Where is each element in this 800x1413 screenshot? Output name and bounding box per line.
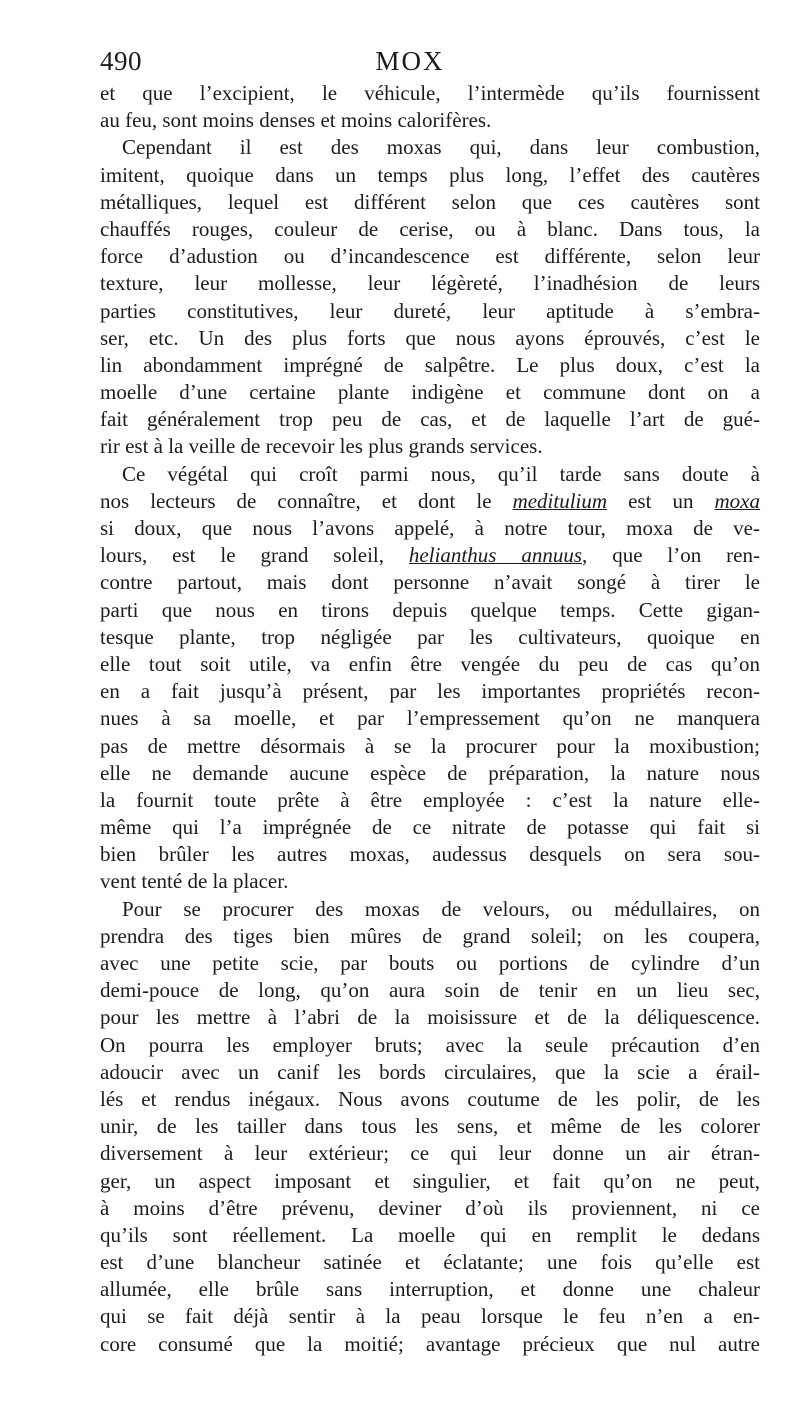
text-line: avec une petite scie, par bouts ou portions de cylindre d’un [100, 951, 760, 975]
text-line: bien brûler les autres moxas, audessus desquels on sera sou- [100, 842, 760, 867]
text-line: nues à sa moelle, et par l’empressement qu’on ne manquera [100, 706, 760, 731]
paragraph-first-line: Cependant il est des moxas qui, dans leur combustion, [122, 135, 760, 160]
text-line: au feu, sont moins denses et moins calorifères. [100, 108, 492, 133]
text-line: tesque plante, trop négligée par les cultivateurs, quoique en [100, 624, 760, 649]
text-line: vent tenté de la placer. [100, 869, 289, 894]
text-line: si doux, que nous l’avons appelé, à notre tour, moxa de ve- [100, 516, 760, 540]
paragraph-first-line: Ce végétal qui croît parmi nous, qu’il tarde sans doute à [122, 461, 760, 486]
text-line: qui se fait déjà sentir à la peau lorsque le feu n’en a en- [100, 1304, 760, 1329]
text-line: pas de mettre désormais à se la procurer pour la moxibustion; [100, 733, 760, 758]
text-line: ser, etc. Un des plus forts que nous ayons éprouvés, c’est le [100, 325, 760, 350]
paragraph-first-line: Pour se procurer des moxas de velours, ou médullaires, on [122, 896, 760, 921]
text-line: texture, leur mollesse, leur légèreté, l’inadhésion de leurs [100, 271, 760, 296]
italic-term: moxa [714, 488, 760, 513]
text-line: elle tout soit utile, va enfin être vengée du peu de cas qu’on [100, 651, 760, 676]
text-line: imitent, quoique dans un temps plus long, l’effet des cautères [100, 162, 760, 187]
text-line: force d’adustion ou d’incandescence est différente, selon leur [100, 244, 760, 269]
italic-term: meditulium [512, 488, 608, 513]
text-segment: nos lecteurs de connaître, et dont le [100, 488, 513, 513]
text-line: On pourra les employer bruts; avec la seule précaution d’en [100, 1032, 760, 1057]
text-line: en a fait jusqu’à présent, par les importantes propriétés recon- [100, 679, 760, 704]
running-title: MOX [375, 46, 445, 76]
text-line: ger, un aspect imposant et singulier, et fait qu’on ne peut, [100, 1168, 760, 1193]
text-line: rir est à la veille de recevoir les plus grands services. [100, 434, 543, 459]
text-line: pour les mettre à l’abri de la moisissure et de la déliquescence. [100, 1005, 760, 1030]
text-line: diversement à leur extérieur; ce qui leur donne un air étran- [100, 1141, 760, 1166]
text-line: allumée, elle brûle sans interruption, et donne une chaleur [100, 1277, 760, 1302]
text-line: moelle d’une certaine plante indigène et commune dont on a [100, 380, 760, 405]
text-segment: lours, est le grand soleil, [100, 543, 409, 568]
text-line [100, 542, 760, 569]
text-line: lin abondamment imprégné de salpêtre. Le plus doux, c’est la [100, 352, 760, 377]
text-line: la fournit toute prête à être employée : c’est la nature elle- [100, 787, 760, 812]
text-line: même qui l’a imprégnée de ce nitrate de potasse qui fait si [100, 815, 760, 840]
text-line: chauffés rouges, couleur de cerise, ou à blanc. Dans tous, la [100, 216, 760, 241]
text-line: prendra des tiges bien mûres de grand soleil; on les coupera, [100, 923, 760, 948]
text-line: contre partout, mais dont personne n’avait songé à tirer le [100, 570, 760, 595]
text-line: qu’ils sont réellement. La moelle qui en remplit le dedans [100, 1222, 760, 1247]
text-line: unir, de les tailler dans tous les sens, et même de les colorer [100, 1114, 760, 1139]
text-line: à moins d’être prévenu, deviner d’où ils proviennent, ni ce [100, 1195, 760, 1220]
text-line: et que l’excipient, le véhicule, l’intermède qu’ils fournissent [100, 81, 760, 105]
text-line [100, 488, 760, 515]
text-line: lés et rendus inégaux. Nous avons coutume de les polir, de les [100, 1086, 760, 1111]
text-line: parties constitutives, leur dureté, leur aptitude à s’embra- [100, 298, 760, 323]
page-number: 490 [100, 46, 142, 76]
text-segment: est un [607, 488, 715, 513]
page-header [100, 44, 760, 80]
italic-term: helianthus annuus [408, 543, 583, 568]
text-line: est d’une blancheur satinée et éclatante; une fois qu’elle est [100, 1250, 760, 1275]
text-line: fait généralement trop peu de cas, et de laquelle l’art de gué- [100, 407, 760, 432]
text-line: elle ne demande aucune espèce de préparation, la nature nous [100, 760, 760, 785]
text-line: core consumé que la moitié; avantage précieux que nul autre [100, 1331, 760, 1356]
text-line: adoucir avec un canif les bords circulaires, que la scie a érail- [100, 1059, 760, 1084]
text-line: parti que nous en tirons depuis quelque temps. Cette gigan- [100, 597, 760, 622]
text-line: métalliques, lequel est différent selon que ces cautères sont [100, 189, 760, 214]
text-line: demi-pouce de long, qu’on aura soin de tenir en un lieu sec, [100, 978, 760, 1003]
text-segment: , que l’on ren- [582, 543, 760, 568]
body-text [100, 80, 760, 1358]
